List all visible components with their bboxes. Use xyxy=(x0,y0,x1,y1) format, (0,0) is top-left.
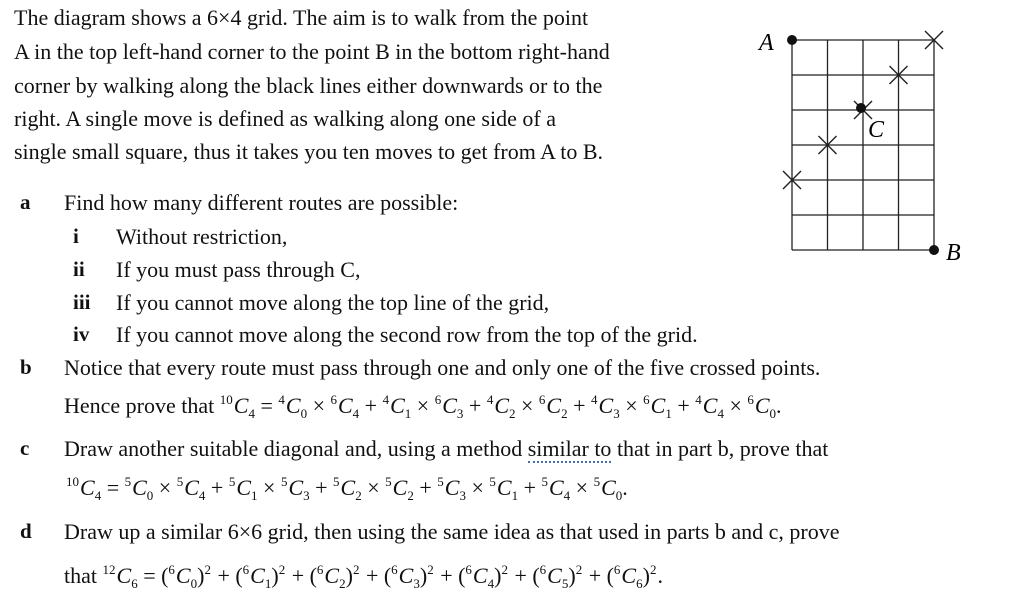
point-b-dot xyxy=(929,245,939,255)
point-a-dot xyxy=(787,35,797,45)
part-a-iv-text: If you cannot move along the second row from the top of the grid. xyxy=(116,322,698,347)
part-c-formula: $^{10}C_4 = ^5C_0 \times ^5C_4 + ^5C_1 \times ^5C_3 + ^5C_2 \times ^5C_2 + ^5C_3 \times ^5C_1 + ^5C_4 \times ^5C_0$. xyxy=(66,474,628,503)
that-text: that xyxy=(64,563,97,588)
part-b-formula: Hence prove that $^{10}C_4 = ^4C_0 \times ^6C_4 + ^4C_1 \times ^6C_3 + ^4C_2 \times ^6C_2 + ^4C_3 \times ^6C_1 + ^4C_4 \times ^6C_0$. xyxy=(64,392,782,421)
part-a-iv-label: iv xyxy=(73,322,90,346)
intro-line-3: corner by walking along the black lines either downwards or to the xyxy=(14,73,603,98)
part-a-ii-label: ii xyxy=(73,257,85,281)
point-c-dot xyxy=(856,103,866,113)
part-b-label: b xyxy=(20,355,32,379)
intro-line-4: right. A single move is defined as walking along one side of a xyxy=(14,106,556,131)
intro-line-5: single small square, thus it takes you ten moves to get from A to B. xyxy=(14,139,604,164)
part-c-text: Draw another suitable diagonal and, using a method similar to that in part b, prove that xyxy=(64,436,829,461)
point-c-label: C xyxy=(868,117,885,143)
part-a-i-text: Without restriction, xyxy=(116,224,288,249)
part-a-ii-text: If you must pass through C, xyxy=(116,257,361,282)
part-d-formula: that $^{12}C_6 = (^6C_0)^2 + (^6C_1)^2 + (^6C_2)^2 + (^6C_3)^2 + (^6C_4)^2 + (^6C_5)^2 + (^6C_6)^2$. xyxy=(64,562,663,591)
part-a-i-label: i xyxy=(73,224,79,248)
part-d-text: Draw up a similar 6×6 grid, then using the same idea as that used in parts b and c, prove xyxy=(64,519,840,544)
similar-to-link: similar to xyxy=(527,436,612,461)
grid-lines xyxy=(792,40,934,250)
point-a-label: A xyxy=(759,30,774,56)
point-b-label: B xyxy=(946,240,961,266)
part-b-text: Notice that every route must pass through one and only one of the five crossed points. xyxy=(64,355,821,380)
part-c-label: c xyxy=(20,436,30,460)
intro-line-2: A in the top left-hand corner to the point B in the bottom right-hand xyxy=(14,39,610,64)
intro-line-1: The diagram shows a 6×4 grid. The aim is to walk from the point xyxy=(14,5,589,30)
part-d-label: d xyxy=(20,519,32,543)
part-a-label: a xyxy=(20,190,31,214)
part-a-iii-text: If you cannot move along the top line of the grid, xyxy=(116,290,550,315)
hence-prove-text: Hence prove that xyxy=(64,393,215,418)
part-a-text: Find how many different routes are possible: xyxy=(64,190,459,215)
part-a-iii-label: iii xyxy=(73,290,91,314)
